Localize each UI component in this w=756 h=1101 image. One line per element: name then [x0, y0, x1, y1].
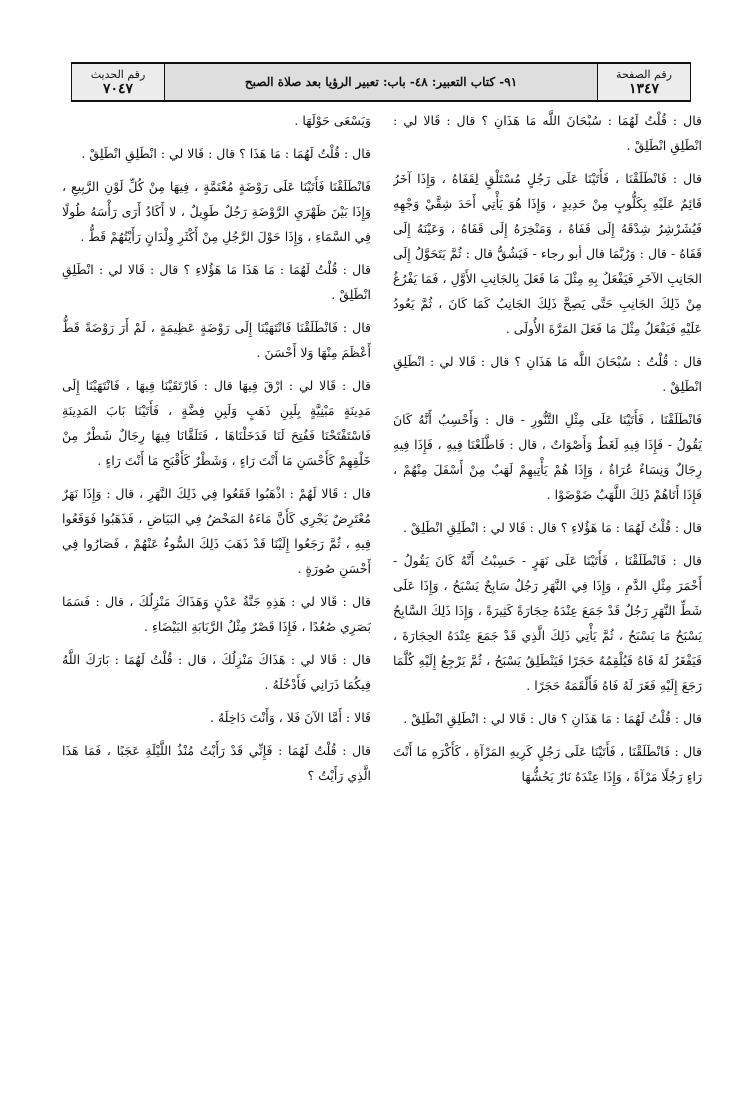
page-number-label: رقم الصفحة: [616, 68, 672, 81]
paragraph: فَانْطَلَقْنَا فَأَتَيْنَا عَلَى رَوْضَةٍ مُعْتَمَّةٍ ، فِيهَا مِنْ كُلِّ لَوْنِ الرَّبِيعِ ، وَإِذَا بَيْنَ ظَهْرَيِ الرَّوْضَةِ رَجُلٌ طَوِيلٌ ، لا أَكَادُ أَرَى رَأْسَهُ طُولًا فِي السَّمَاءِ ، وَإِذَا حَوْلَ الرَّجُلِ مِنْ أَكْثَرِ وِلْدَانٍ رَأَيْتُهُمْ قَطُّ .: [62, 179, 371, 244]
paragraph: قال : قَالا لي : هَذَاكَ مَنْزِلُكَ ، قال : قُلْتُ لَهُمَا : بَارَكَ اللَّهُ فِيكُمَا ذَرَانِي فَأَدْخُلَهُ .: [62, 652, 371, 692]
paragraph: قَالا : أَمَّا الآنَ فَلا ، وَأَنْتَ دَاخِلَهُ .: [210, 710, 371, 725]
paragraph: قال : فَانْطَلَقْنَا فَانْتَهَيْنَا إِلَى رَوْضَةٍ عَظِيمَةٍ ، لَمْ أَرَ رَوْضَةً قَطُّ أَعْظَمَ مِنْهَا وَلا أَحْسَنَ .: [62, 320, 371, 360]
hadith-number-box: [71, 64, 165, 100]
paragraph: قال : قُلْتُ لَهُمَا : مَا هَذَانِ ؟ قال : قَالا لي : انْطَلِقِ انْطَلِقْ .: [403, 711, 702, 726]
paragraph: قال : قُلْتُ لَهُمَا : سُبْحَانَ اللَّه مَا هَذَانِ ؟ قال : قَالا لي : انْطَلِقِ انْطَلِقْ .: [393, 113, 702, 153]
paragraph: قال : قَالا لي : ارْقَ فِيهَا قال : فَارْتَقَيْنَا فِيهَا ، فَانْتَهَيْنَا إِلَى مَدِينَةٍ مَبْنِيَّةٍ بِلَبِنِ ذَهَبٍ وَلَبِنِ فِضَّةٍ ، فَأَتَيْنَا بَابَ المَدِينَةِ فَاسْتَفْتَحْنَا فَفُتِحَ لَنَا فَدَخَلْنَاهَا ، فَتَلَقَّانَا فِيهَا رِجَالٌ شَطْرٌ مِنْ خَلْقِهِمْ كَأَحْسَنِ مَا أَنْتَ رَاءٍ ، وَشَطْرٌ كَأَقْبَحِ مَا أَنْتَ رَاءٍ .: [62, 378, 371, 468]
page-number: ١٣٤٧: [628, 81, 660, 97]
paragraph: قال : قُلْتُ لَهُمَا : مَا هَذَا ؟ قال : قَالا لي : انْطَلِقِ انْطَلِقْ .: [81, 146, 371, 161]
paragraph: قال : قَالا لي : هَذِهِ جَنَّةُ عَدْنٍ وَهَذَاكَ مَنْزِلُكَ ، قال : فَسَمَا بَصَرِي صُعُدًا ، فَإِذَا قَصْرٌ مِثْلُ الرَّبَابَةِ البَيْضَاءِ .: [62, 594, 371, 634]
page-number-box: [597, 64, 691, 100]
paragraph: قال : فَانْطَلَقْنَا ، فَأَتَيْنَا عَلَى رَجُلٍ مُسْتَلْقٍ لِقَفَاهُ ، وَإِذَا آخَرُ قَائِمٌ عَلَيْهِ بِكَلُّوبٍ مِنْ حَدِيدٍ ، وَإِذَا هُوَ يَأْتِي أَحَدَ شِقَّيْ وَجْهِهِ فَيُشَرْشِرُ شِدْقَهُ إِلَى قَفَاهُ ، وَمَنْخِرَهُ إِلَى قَفَاهُ ، وَعَيْنَهُ إِلَى قَفَاهُ - قال : وَرُبَّمَا قال أبو رجاء - فَيَشُقُّ قال : ثُمَّ يَتَحَوَّلُ إِلَى الجَانِبِ الآخَرِ فَيَفْعَلُ بِهِ مِثْلَ مَا فَعَلَ بِالجَانِبِ الأَوَّلِ ، فَمَا يَفْرُغُ مِنْ ذَلِكَ الجَانِبِ حَتَّى يَصِحَّ ذَلِكَ الجَانِبُ كَمَا كَانَ ، ثُمَّ يَعُودُ عَلَيْهِ فَيَفْعَلُ مِثْلَ مَا فَعَلَ المَرَّةَ الأُولَى .: [393, 171, 702, 336]
hadith-number: ٧٠٤٧: [102, 81, 134, 97]
paragraph: قال : فَانْطَلَقْنَا ، فَأَتَيْنَا عَلَى نَهَرٍ - حَسِبْتُ أَنَّهُ كَانَ يَقُولُ - أَحْمَرَ مِثْلِ الدَّمِ ، وَإِذَا فِي النَّهَرِ رَجُلٌ سَابِحٌ يَسْبَحُ ، وَإِذَا عَلَى شَطِّ النَّهَرِ رَجُلٌ قَدْ جَمَعَ عِنْدَهُ حِجَارَةً كَثِيرَةً ، وَإِذَا ذَلِكَ السَّابِحُ يَسْبَحُ مَا يَسْبَحُ ، ثُمَّ يَأْتِي ذَلِكَ الَّذِي قَدْ جَمَعَ عِنْدَهُ الحِجَارَةَ ، فَيَفْغَرُ لَهُ فَاهُ فَيُلْقِمُهُ حَجَرًا فَيَنْطَلِقُ يَسْبَحُ ، ثُمَّ يَرْجِعُ إِلَيْهِ كُلَّمَا رَجَعَ إِلَيْهِ فَغَرَ لَهُ فَاهُ فَأَلْقَمَهُ حَجَرًا .: [393, 553, 702, 693]
paragraph: وَيَسْعَى حَوْلَهَا .: [294, 113, 371, 128]
paragraph: قال : قُلْتُ لَهُمَا : مَا هَؤُلاءِ ؟ قال : قَالا لي : انْطَلِقِ انْطَلِقْ .: [402, 520, 702, 535]
paragraph: قال : قَالا لَهُمْ : اذْهَبُوا فَقَعُوا فِي ذَلِكَ النَّهَرِ ، قال : وَإِذَا نَهَرٌ مُعْتَرِضٌ يَجْرِي كَأَنَّ مَاءَهُ المَحْضُ فِي البَيَاضِ ، فَذَهَبُوا فَوَقَعُوا فِيهِ ، ثُمَّ رَجَعُوا إِلَيْنَا قَدْ ذَهَبَ ذَلِكَ السُّوءُ عَنْهُمْ ، فَصَارُوا فِي أَحْسَنِ صُورَةٍ .: [62, 486, 371, 576]
text-columns: [62, 108, 702, 1098]
paragraph: قال : قُلْتُ لَهُمَا : مَا هَذَا مَا هَؤُلاءِ ؟ قال : قَالا لي : انْطَلِقِ انْطَلِقْ .: [62, 262, 371, 302]
hadith-number-label: رقم الحديث: [90, 68, 146, 81]
page-header: [71, 62, 691, 102]
paragraph: قال : فَانْطَلَقْنَا ، فَأَتَيْنَا عَلَى رَجُلٍ كَرِيهِ المَرْآةِ ، كَأَكْرَهِ مَا أَنْتَ رَاءٍ رَجُلًا مَرْآةً ، وَإِذَا عِنْدَهُ نَارٌ يَحُشُّهَا: [393, 744, 702, 784]
chapter-title: ٩١- كتاب التعبير: ٤٨- باب: تعبير الرؤيا بعد صلاة الصبح: [165, 64, 597, 100]
paragraph: قال : قُلْتُ لَهُمَا : فَإِنِّي قَدْ رَأَيْتُ مُنْذُ اللَّيْلَةِ عَجَبًا ، فَمَا هَذَا الَّذِي رَأَيْتُ ؟: [62, 743, 371, 783]
right-column: [393, 108, 702, 1098]
left-column: [62, 108, 371, 1098]
paragraph: قال : قُلْتُ : سُبْحَانَ اللَّه مَا هَذَانِ ؟ قال : قَالا لي : انْطَلِقِ انْطَلِقْ .: [393, 354, 702, 394]
paragraph: فَانْطَلَقْنَا ، فَأَتَيْنَا عَلَى مِثْلِ التَّنُّورِ - قال : وَأَحْسِبُ أَنَّهُ كَانَ يَقُولُ - فَإِذَا فِيهِ لَغَطٌ وَأَصْوَاتٌ ، قال : فَاطَّلَعْنَا فِيهِ ، فَإِذَا فِيهِ رِجَالٌ وَنِسَاءٌ عُرَاةٌ ، وَإِذَا هُمْ يَأْتِيهِمْ لَهَبٌ مِنْ أَسْفَلَ مِنْهُمْ ، فَإِذَا أَتَاهُمْ ذَلِكَ اللَّهَبُ ضَوْضَوْا .: [393, 412, 702, 502]
